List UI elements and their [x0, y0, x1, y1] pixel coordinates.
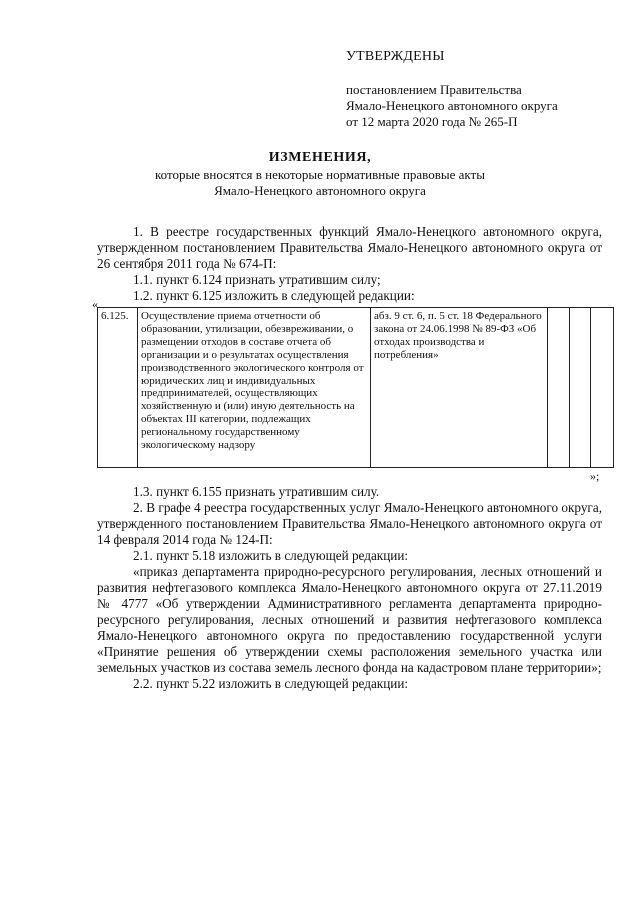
document-title: ИЗМЕНЕНИЯ, — [268, 150, 372, 165]
paragraph-2-1-text: «приказ департамента природно-ресурсного регулирования, лесных отношений и развития нефтегазового комплекса Ямало-Ненецкого автономного округа от 27.11.2019 № 4777 «Об утверждении Административного регламента департамента природно-ресурсного регулирования, лесных отношений и развития нефтегазового комплекса Ямало-Ненецкого автономного округа по предоставлению государственной услуги «Принятие решения об утверждении схемы расположения земельного участка или земельных участков из состава земель лесного фонда на кадастровом плане территории»; — [97, 564, 602, 675]
quote-close: »; — [590, 469, 600, 483]
section-2 — [97, 484, 602, 692]
paragraph-2: 2. В графе 4 реестра государственных услуг Ямало-Ненецкого автономного округа, утвержденного постановлением Правительства Ямало-Ненецкого автономного округа от 14 февраля 2014 года № 124-П: — [97, 500, 602, 547]
subtitle-line: Ямало-Ненецкого автономного округа — [214, 183, 426, 198]
registry-table — [97, 307, 614, 468]
paragraph-1-3: 1.3. пункт 6.155 признать утратившим силу. — [133, 484, 380, 499]
table-cell-empty — [570, 308, 591, 468]
paragraph-2-2: 2.2. пункт 5.22 изложить в следующей редакции: — [133, 676, 409, 691]
paragraph-1-1: 1.1. пункт 6.124 признать утратившим силу; — [133, 272, 381, 287]
paragraph-1: 1. В реестре государственных функций Ямало-Ненецкого автономного округа, утвержденном постановлением Правительства Ямало-Ненецкого автономного округа от 26 сентября 2011 года № 674-П: — [97, 224, 602, 271]
table-cell-empty — [591, 308, 614, 468]
approval-word: УТВЕРЖДЕНЫ — [346, 49, 445, 64]
section-1-intro — [97, 224, 602, 304]
quote-open: « — [92, 297, 98, 311]
table-cell-function-name: Осуществление приема отчетности об образовании, утилизации, обезвреживании, о размещении отходов в составе отчета об организации и о результатах осуществления производственного экологического контроля от юридических лиц и индивидуальных предпринимателей, осуществляющих хозяйственную и (или) иную деятельность на объектах III категории, подлежащих региональному государственному экологическому надзору — [138, 308, 371, 468]
paragraph-1-2: 1.2. пункт 6.125 изложить в следующей редакции: — [133, 288, 415, 303]
approval-line: Ямало-Ненецкого автономного округа — [346, 98, 558, 113]
approval-details — [346, 82, 558, 130]
paragraph-2-1: 2.1. пункт 5.18 изложить в следующей редакции: — [133, 548, 409, 563]
approval-stamp — [346, 48, 558, 130]
approval-line: от 12 марта 2020 года № 265-П — [346, 114, 518, 129]
subtitle-line: которые вносятся в некоторые нормативные правовые акты — [155, 167, 485, 182]
table-cell-legal-basis: абз. 9 ст. 6, п. 5 ст. 18 Федерального закона от 24.06.1998 № 89-ФЗ «Об отходах производства и потребления» — [371, 308, 548, 468]
approval-line: постановлением Правительства — [346, 82, 522, 97]
document-subtitle — [0, 167, 640, 199]
table-row — [98, 308, 614, 468]
table-cell-empty — [548, 308, 570, 468]
table-cell-number: 6.125. — [98, 308, 138, 468]
